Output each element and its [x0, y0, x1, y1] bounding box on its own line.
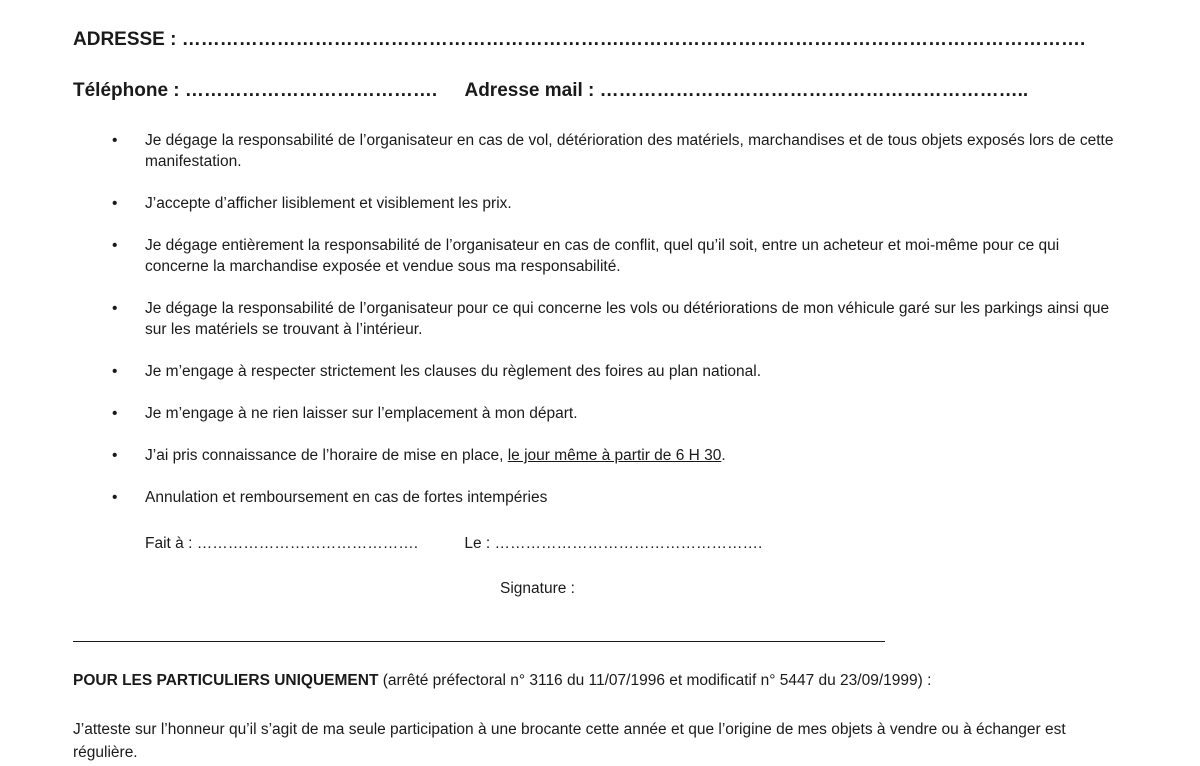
separator-line — [73, 641, 885, 642]
particuliers-reference: (arrêté préfectoral n° 3116 du 11/07/1996 et modificatif n° 5447 du 23/09/1999) : — [378, 672, 932, 689]
clause-text: Annulation et remboursement en cas de fortes intempéries — [145, 489, 548, 506]
clause-text-suffix: . — [721, 447, 726, 464]
bullet-icon: • — [112, 132, 118, 149]
list-item — [108, 193, 1118, 214]
particuliers-title: POUR LES PARTICULIERS UNIQUEMENT — [73, 672, 379, 689]
particuliers-heading — [73, 672, 931, 690]
place-label: Fait à : — [145, 535, 193, 552]
list-item — [108, 130, 1118, 172]
clauses-list — [108, 130, 1118, 529]
list-item — [108, 361, 1118, 382]
clause-text: Je m’engage à ne rien laisser sur l’emplacement à mon départ. — [145, 405, 578, 422]
bullet-icon: • — [112, 300, 118, 317]
address-field-dots[interactable]: …………………………………………………………….………………………………………………………………. — [181, 29, 1086, 50]
address-label: ADRESSE : — [73, 29, 177, 50]
clause-text-underlined: le jour même à partir de 6 H 30 — [507, 447, 722, 464]
bullet-icon: • — [112, 195, 118, 212]
bullet-icon: • — [112, 405, 118, 422]
clause-text: Je dégage entièrement la responsabilité de l’organisateur en cas de conflit, quel qu’il soit, entre un acheteur et moi-même pour ce qui concerne la marchandise exposée et vendue sous ma responsabilité. — [145, 237, 1060, 275]
bullet-icon: • — [112, 363, 118, 380]
bullet-icon: • — [112, 447, 118, 464]
list-item — [108, 403, 1118, 424]
attestation-text: J’atteste sur l’honneur qu’il s’agit de ma seule participation à une brocante cette année et que l’origine de mes objets à vendre ou à échanger est régulière. — [73, 721, 1066, 761]
signature-label[interactable]: Signature : — [500, 580, 575, 597]
phone-label: Téléphone : — [73, 80, 180, 101]
clause-text-prefix: J’ai pris connaissance de l’horaire de mise en place, — [145, 447, 508, 464]
date-field-dots[interactable]: ……………………………………………. — [494, 535, 763, 552]
place-date-row — [145, 535, 762, 553]
clause-text: Je dégage la responsabilité de l’organisateur pour ce qui concerne les vols ou détériorations de mon véhicule garé sur les parkings ainsi que sur les matériels se trouvant à l’intérieur. — [145, 300, 1110, 338]
email-field-dots[interactable]: ………………………………………………………….. — [599, 80, 1029, 101]
place-field-dots[interactable]: ……………………………………. — [196, 535, 419, 552]
phone-field-dots[interactable]: …………………………………. — [184, 80, 438, 101]
bullet-icon: • — [112, 237, 118, 254]
clause-text: J’accepte d’afficher lisiblement et visiblement les prix. — [145, 195, 512, 212]
date-label: Le : — [464, 535, 491, 552]
clause-text: Je dégage la responsabilité de l’organisateur en cas de vol, détérioration des matériels, marchandises et de tous objets exposés lors de cette manifestation. — [145, 132, 1114, 170]
clause-text: Je m’engage à respecter strictement les clauses du règlement des foires au plan national. — [145, 363, 762, 380]
list-item — [108, 445, 1118, 466]
list-item — [108, 235, 1118, 277]
list-item — [108, 487, 1118, 508]
contact-line — [73, 80, 1028, 102]
email-label: Adresse mail : — [464, 80, 595, 101]
bullet-icon: • — [112, 489, 118, 506]
address-line[interactable] — [73, 29, 1085, 51]
list-item — [108, 298, 1118, 340]
